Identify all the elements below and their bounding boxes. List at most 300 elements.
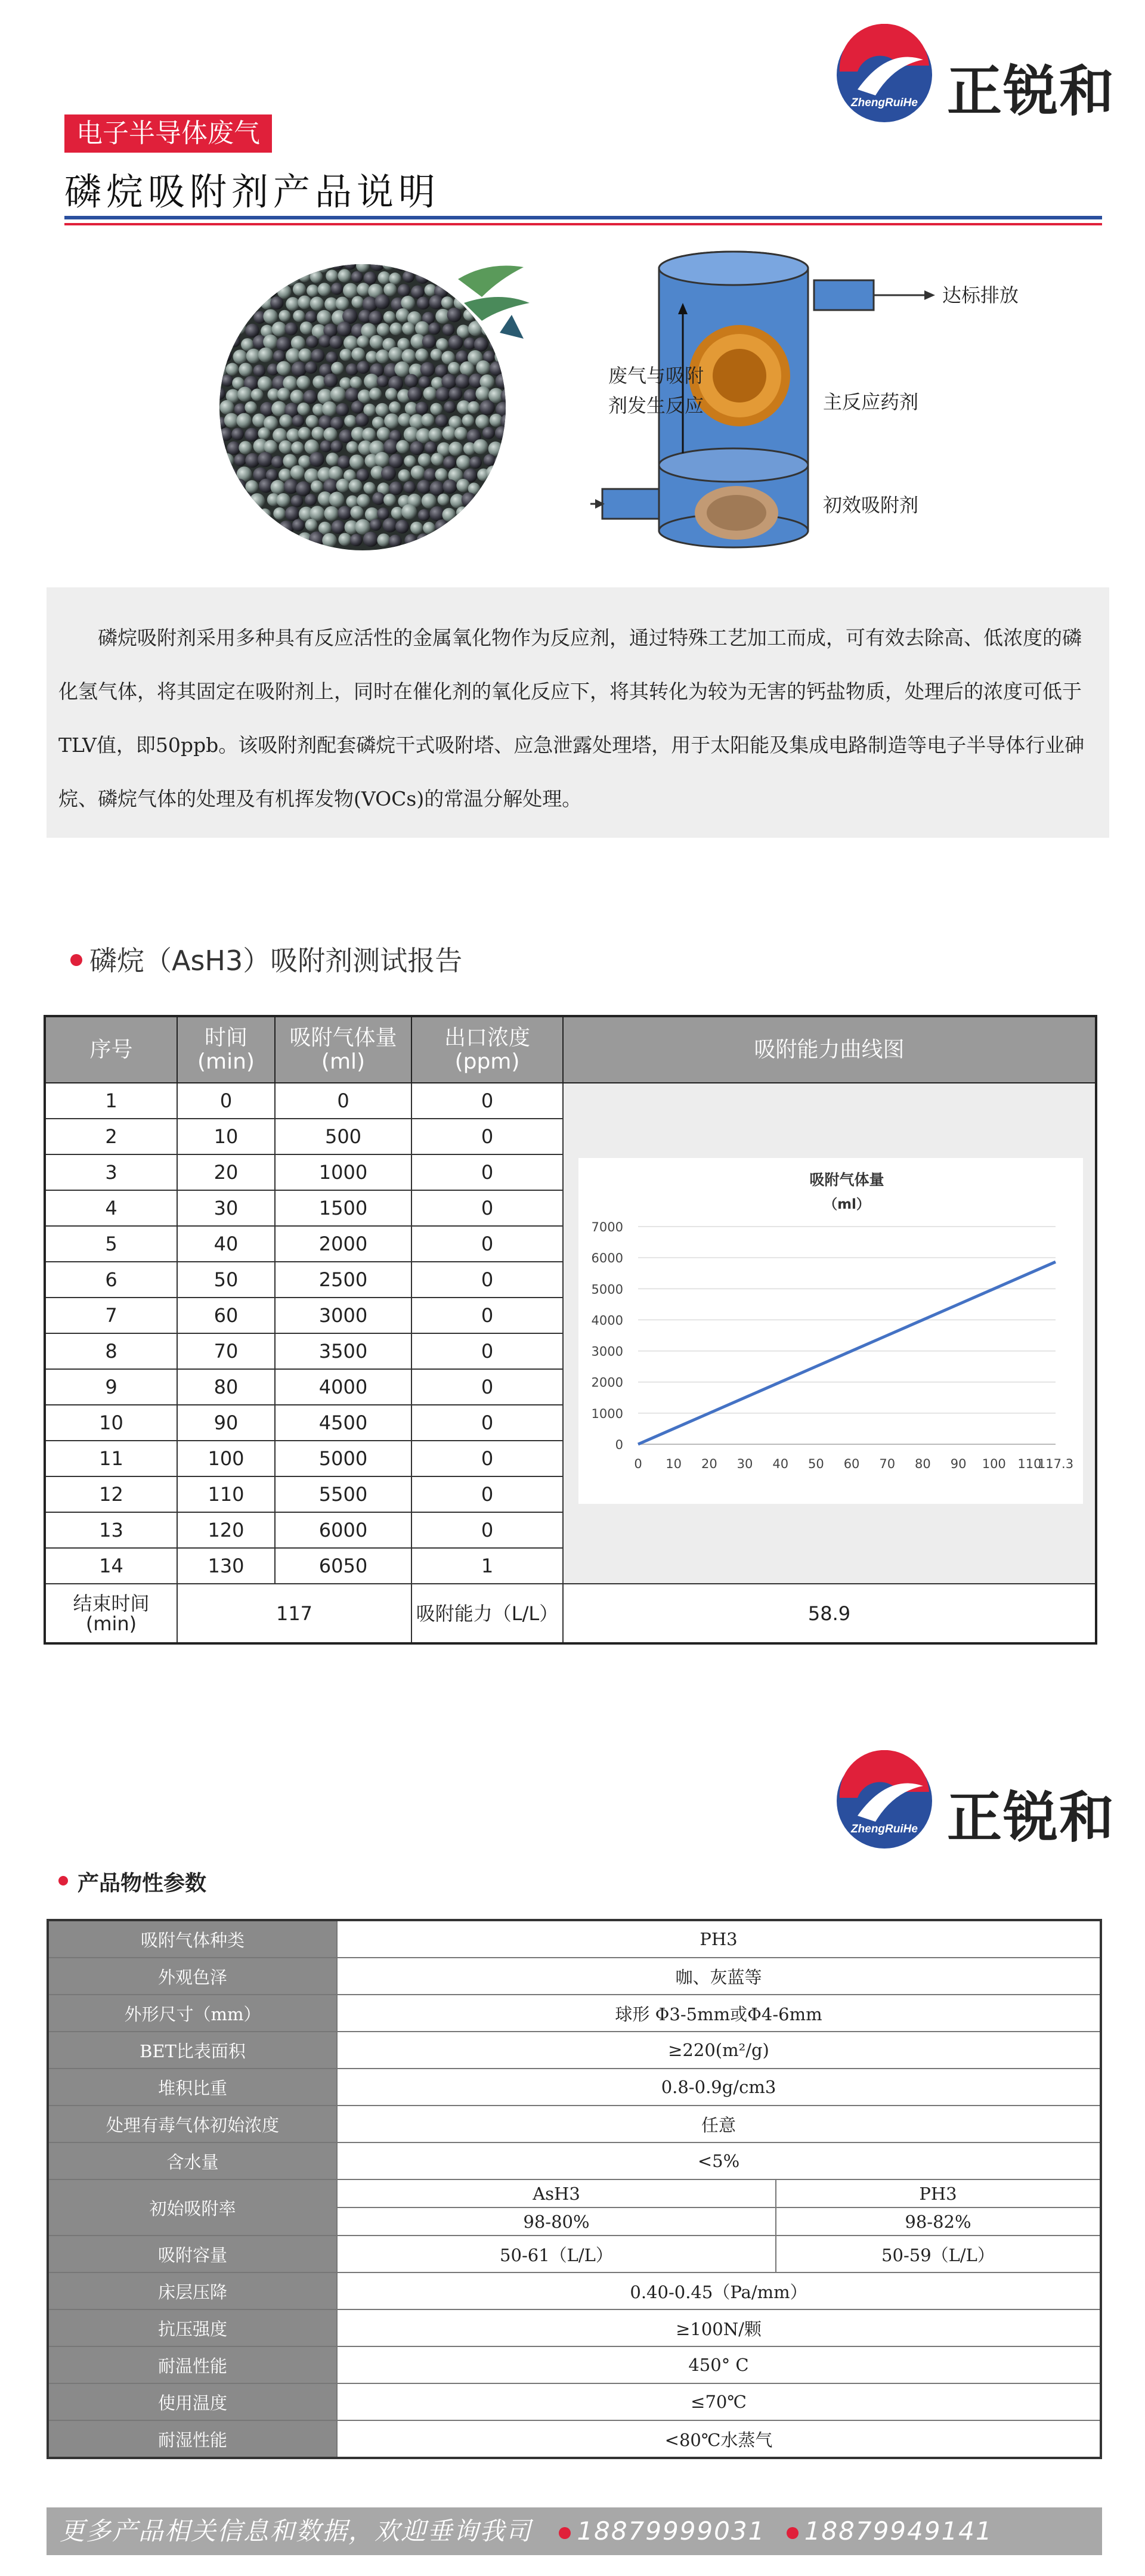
bead bbox=[448, 362, 460, 374]
param-label: BET比表面积 bbox=[48, 2032, 337, 2069]
bead bbox=[522, 430, 534, 442]
bead bbox=[383, 311, 396, 324]
bead bbox=[417, 533, 431, 547]
bead bbox=[404, 374, 418, 388]
bead bbox=[481, 535, 494, 547]
bead bbox=[402, 322, 415, 335]
bead bbox=[425, 441, 437, 454]
bead bbox=[257, 534, 271, 548]
bead bbox=[212, 337, 226, 351]
bead bbox=[521, 530, 536, 546]
bead bbox=[422, 494, 437, 509]
bead bbox=[423, 387, 437, 401]
bead bbox=[278, 310, 290, 322]
label-main-agent: 主反应药剂 bbox=[823, 391, 919, 413]
col-concentration: 出口浓度 (ppm) bbox=[411, 1016, 563, 1083]
bead bbox=[211, 493, 226, 508]
bead bbox=[336, 297, 349, 311]
bead bbox=[322, 533, 337, 548]
bead bbox=[351, 348, 365, 361]
bead bbox=[515, 361, 531, 377]
table-cell: 40 bbox=[177, 1226, 275, 1262]
bead bbox=[401, 504, 417, 519]
bead bbox=[309, 531, 324, 547]
bead bbox=[376, 403, 389, 417]
bead bbox=[291, 495, 304, 507]
chart-xtick-label: 0 bbox=[634, 1457, 642, 1471]
bead bbox=[330, 386, 346, 402]
bead bbox=[411, 257, 425, 271]
capacity-ash3: 50-61（L/L） bbox=[337, 2236, 776, 2272]
bead bbox=[286, 428, 300, 442]
param-label: 床层压降 bbox=[48, 2272, 337, 2309]
bead bbox=[383, 518, 397, 532]
bead bbox=[377, 323, 390, 336]
bead bbox=[487, 521, 500, 535]
bead bbox=[447, 258, 462, 273]
bead bbox=[442, 508, 456, 522]
bead bbox=[398, 284, 410, 296]
bead bbox=[338, 506, 351, 519]
bead bbox=[381, 466, 396, 481]
bead bbox=[272, 534, 284, 546]
table-cell: 5000 bbox=[275, 1441, 411, 1476]
label-discharge: 达标排放 bbox=[942, 284, 1019, 306]
rate-col-ph3: PH3 bbox=[776, 2179, 1101, 2207]
bead bbox=[323, 479, 338, 494]
chart-xtick-label: 20 bbox=[701, 1457, 717, 1471]
bead bbox=[388, 347, 403, 362]
bead bbox=[263, 309, 278, 324]
chart-ytick-label: 5000 bbox=[591, 1282, 623, 1297]
bead bbox=[279, 414, 292, 428]
bead bbox=[456, 351, 469, 364]
bead bbox=[443, 456, 456, 469]
bead bbox=[339, 349, 352, 361]
bead bbox=[476, 360, 490, 374]
bead bbox=[462, 414, 475, 427]
bead bbox=[441, 374, 456, 389]
table-row bbox=[45, 1083, 1096, 1119]
bead bbox=[284, 323, 298, 336]
bead bbox=[276, 255, 292, 270]
header-rule-red bbox=[64, 223, 1102, 225]
bead bbox=[482, 481, 496, 495]
brand-name: 正锐和 bbox=[947, 60, 1116, 123]
bead bbox=[490, 361, 504, 376]
footer-dot-2 bbox=[787, 2527, 799, 2539]
adsorption-chart bbox=[578, 1158, 1083, 1504]
bead bbox=[349, 454, 364, 469]
bead bbox=[443, 479, 457, 494]
bead bbox=[473, 439, 488, 454]
bead bbox=[481, 324, 493, 336]
table-cell: 0 bbox=[411, 1226, 563, 1262]
bead bbox=[326, 351, 338, 363]
bead bbox=[245, 298, 259, 312]
table-cell: 100 bbox=[177, 1441, 275, 1476]
table-cell: 10 bbox=[45, 1405, 177, 1441]
bead bbox=[277, 361, 291, 375]
param-label: 耐温性能 bbox=[48, 2346, 337, 2383]
bead bbox=[240, 493, 253, 505]
capacity-value: 58.9 bbox=[563, 1584, 1096, 1643]
bead bbox=[389, 323, 402, 335]
label-reaction: 废气与吸附 剂发生反应 bbox=[608, 364, 704, 417]
page-title: 磷烷吸附剂产品说明 bbox=[64, 170, 441, 213]
param-value: <5% bbox=[337, 2142, 1101, 2179]
bead bbox=[410, 441, 424, 456]
bead bbox=[357, 361, 370, 374]
category-tag: 电子半导体废气 bbox=[64, 114, 272, 153]
bead bbox=[336, 479, 349, 493]
table-cell: 3000 bbox=[275, 1298, 411, 1333]
bead bbox=[377, 427, 391, 441]
bead bbox=[236, 521, 252, 536]
bead bbox=[513, 390, 526, 403]
bead bbox=[238, 284, 251, 297]
bead bbox=[230, 271, 245, 286]
param-row bbox=[48, 2236, 1101, 2272]
bead bbox=[507, 376, 521, 389]
bead bbox=[468, 533, 480, 546]
param-row bbox=[48, 2179, 1101, 2207]
table-cell: 20 bbox=[177, 1154, 275, 1190]
footer-dot-1 bbox=[559, 2527, 571, 2539]
bead bbox=[357, 335, 369, 348]
bead bbox=[356, 259, 370, 273]
bead bbox=[410, 522, 423, 534]
bead bbox=[277, 285, 292, 299]
bead bbox=[349, 479, 363, 493]
chart-xtick-label: 100 bbox=[982, 1457, 1006, 1471]
bead bbox=[493, 481, 506, 494]
bead bbox=[300, 321, 313, 335]
bead bbox=[231, 428, 244, 441]
table-cell: 4000 bbox=[275, 1369, 411, 1405]
bead bbox=[271, 456, 284, 468]
bead bbox=[350, 534, 363, 546]
bead bbox=[377, 271, 391, 284]
bead bbox=[389, 273, 401, 284]
bead bbox=[250, 521, 263, 534]
bead bbox=[237, 310, 251, 324]
chart-xtick-label: 40 bbox=[772, 1457, 789, 1471]
bead bbox=[243, 269, 258, 283]
bead bbox=[431, 453, 444, 466]
bead bbox=[344, 415, 357, 428]
bead bbox=[234, 322, 246, 335]
bead bbox=[213, 388, 225, 400]
bead bbox=[291, 441, 304, 454]
bead bbox=[259, 273, 272, 285]
bead bbox=[493, 504, 508, 519]
bead bbox=[430, 403, 442, 416]
col-volume: 吸附气体量 (ml) bbox=[275, 1016, 411, 1083]
bead bbox=[264, 440, 277, 454]
bead bbox=[227, 441, 241, 455]
bead bbox=[401, 349, 416, 363]
bead bbox=[502, 364, 515, 377]
bead bbox=[394, 361, 410, 377]
bead bbox=[515, 467, 530, 482]
bead bbox=[370, 256, 385, 271]
bead bbox=[423, 522, 435, 534]
bead bbox=[225, 493, 237, 505]
bead bbox=[442, 324, 454, 336]
bead bbox=[372, 492, 385, 505]
param-row bbox=[48, 2383, 1101, 2420]
bead bbox=[336, 403, 349, 416]
bead bbox=[305, 415, 318, 428]
bead bbox=[305, 311, 317, 323]
param-row bbox=[48, 2142, 1101, 2179]
bead bbox=[258, 452, 273, 467]
bead bbox=[370, 335, 384, 349]
bead bbox=[369, 311, 382, 324]
params-heading: 产品物性参数 bbox=[78, 1871, 207, 1896]
bead bbox=[482, 427, 495, 439]
footer-text: 更多产品相关信息和数据，欢迎垂询我司 bbox=[60, 2516, 533, 2546]
bead bbox=[351, 296, 364, 308]
phone-1[interactable]: 18879999031 bbox=[577, 2516, 766, 2546]
bead bbox=[245, 480, 258, 493]
bead bbox=[384, 413, 400, 429]
bead bbox=[293, 283, 306, 296]
bead bbox=[297, 402, 310, 416]
bead bbox=[516, 443, 528, 455]
table-cell: 0 bbox=[275, 1083, 411, 1119]
end-time-value: 117 bbox=[177, 1584, 411, 1643]
bead bbox=[418, 453, 431, 466]
table-cell: 12 bbox=[45, 1476, 177, 1512]
bead bbox=[520, 373, 535, 388]
bead bbox=[339, 429, 352, 443]
bead bbox=[296, 481, 311, 496]
bead bbox=[219, 482, 231, 494]
bead bbox=[501, 519, 515, 533]
table-cell: 1500 bbox=[275, 1190, 411, 1226]
table-cell: 4 bbox=[45, 1190, 177, 1226]
bead bbox=[419, 376, 431, 388]
bead bbox=[436, 338, 448, 351]
bead bbox=[270, 296, 283, 309]
bead bbox=[521, 349, 533, 362]
bead bbox=[296, 376, 310, 389]
table-cell: 0 bbox=[411, 1119, 563, 1154]
table-cell: 1 bbox=[45, 1083, 177, 1119]
param-value: 0.8-0.9g/cm3 bbox=[337, 2069, 1101, 2106]
bead bbox=[521, 481, 533, 493]
bead bbox=[322, 401, 337, 416]
bead bbox=[236, 413, 251, 428]
contact-footer bbox=[47, 2507, 1102, 2555]
bead bbox=[218, 348, 232, 363]
table-cell: 6000 bbox=[275, 1512, 411, 1548]
param-value: 0.40-0.45（Pa/mm） bbox=[337, 2272, 1101, 2309]
bead bbox=[435, 519, 448, 533]
table-cell: 90 bbox=[177, 1405, 275, 1441]
capacity-label: 吸附能力（L/L） bbox=[411, 1584, 563, 1643]
product-description: 磷烷吸附剂采用多种具有反应活性的金属氧化物作为反应剂，通过特殊工艺加工而成，可有效去除高、低浓度的磷化氢气体，将其固定在吸附剂上，同时在催化剂的氧化反应下，将其转化为较为无害的钙盐物质，处理后的浓度可低于TLV值，即50ppb。该吸附剂配套磷烷干式吸附塔、应急泄露处理塔，用于太阳能及集成电路制造等电子半导体行业砷烷、磷烷气体的处理及有机挥发物(VOCs)的常温分解处理。 bbox=[47, 587, 1109, 838]
bead bbox=[245, 504, 260, 520]
brand-mark-icon bbox=[834, 24, 935, 125]
table-cell: 4500 bbox=[275, 1405, 411, 1441]
bead bbox=[448, 335, 463, 350]
bead bbox=[276, 337, 291, 352]
bead bbox=[351, 401, 364, 414]
table-cell: 0 bbox=[177, 1083, 275, 1119]
bead bbox=[323, 428, 337, 441]
bead bbox=[345, 388, 360, 402]
bead bbox=[259, 509, 271, 521]
bead bbox=[473, 521, 487, 535]
bead bbox=[417, 296, 430, 309]
bead bbox=[226, 363, 239, 376]
bead bbox=[363, 532, 378, 547]
bead bbox=[520, 270, 535, 284]
brand-mark-icon bbox=[834, 1750, 935, 1852]
bead bbox=[225, 468, 238, 481]
param-row bbox=[48, 2309, 1101, 2346]
table-cell: 2000 bbox=[275, 1226, 411, 1262]
bead bbox=[233, 349, 247, 364]
rate-val-ash3: 98-80% bbox=[337, 2207, 776, 2236]
bead bbox=[298, 269, 311, 282]
bead bbox=[362, 428, 376, 441]
bead bbox=[330, 440, 342, 452]
param-label: 耐湿性能 bbox=[48, 2420, 337, 2458]
bead bbox=[276, 493, 290, 507]
bead bbox=[382, 256, 395, 270]
table-cell: 0 bbox=[411, 1405, 563, 1441]
bead bbox=[434, 256, 448, 270]
bead bbox=[438, 494, 450, 506]
bead bbox=[310, 270, 323, 283]
bead bbox=[245, 428, 258, 441]
bead bbox=[502, 467, 514, 480]
bead bbox=[219, 428, 233, 441]
bead bbox=[501, 492, 515, 506]
table-cell: 0 bbox=[411, 1298, 563, 1333]
bead bbox=[389, 454, 403, 468]
rate-col-ash3: AsH3 bbox=[337, 2179, 776, 2207]
bead bbox=[310, 452, 324, 467]
bead bbox=[377, 375, 389, 387]
bead bbox=[265, 256, 279, 270]
bead bbox=[303, 390, 317, 404]
bead bbox=[245, 453, 259, 467]
bead bbox=[332, 258, 344, 270]
bead bbox=[509, 349, 521, 361]
bead bbox=[255, 284, 267, 296]
bead bbox=[462, 493, 476, 507]
chart-xtick-label: 60 bbox=[843, 1457, 860, 1471]
bead bbox=[286, 535, 298, 548]
table-cell: 13 bbox=[45, 1512, 177, 1548]
col-time: 时间 (min) bbox=[177, 1016, 275, 1083]
bead bbox=[277, 388, 290, 401]
table-cell: 60 bbox=[177, 1298, 275, 1333]
bead bbox=[475, 386, 490, 401]
brand-logo-2 bbox=[834, 1750, 1145, 1869]
chart-xtick-label: 10 bbox=[666, 1457, 682, 1471]
bead bbox=[385, 388, 398, 400]
table-cell: 0 bbox=[411, 1333, 563, 1369]
header-rule-blue bbox=[64, 216, 1102, 219]
table-cell: 0 bbox=[411, 1262, 563, 1298]
bead bbox=[324, 506, 339, 521]
table-cell: 70 bbox=[177, 1333, 275, 1369]
bead bbox=[350, 506, 363, 519]
bead bbox=[494, 534, 509, 549]
phone-2[interactable]: 18879949141 bbox=[804, 2516, 993, 2546]
bead bbox=[298, 427, 311, 440]
bead bbox=[490, 338, 502, 351]
bead bbox=[258, 348, 273, 363]
bead bbox=[383, 283, 397, 296]
bead bbox=[311, 427, 324, 440]
bead bbox=[258, 376, 272, 391]
bead bbox=[494, 455, 508, 469]
bead bbox=[355, 413, 369, 427]
col-index: 序号 bbox=[45, 1016, 177, 1083]
bead bbox=[430, 271, 442, 283]
bead bbox=[449, 387, 463, 401]
param-label: 外观色泽 bbox=[48, 1958, 337, 1995]
bead bbox=[286, 297, 299, 311]
param-row bbox=[48, 2346, 1101, 2383]
bead bbox=[513, 520, 528, 535]
brand-logo bbox=[834, 24, 1145, 143]
param-value: ≥100N/颗 bbox=[337, 2309, 1101, 2346]
chart-title: 吸附气体量 bbox=[809, 1171, 884, 1188]
param-value: 咖、灰蓝等 bbox=[337, 1958, 1101, 1995]
bead bbox=[460, 361, 474, 376]
chart-ytick-label: 3000 bbox=[591, 1344, 623, 1359]
bead bbox=[331, 283, 343, 295]
bead bbox=[521, 505, 536, 520]
bead bbox=[237, 387, 252, 402]
bead bbox=[346, 441, 358, 453]
table-cell: 8 bbox=[45, 1333, 177, 1369]
bead bbox=[320, 440, 332, 452]
bead bbox=[346, 363, 358, 376]
bead bbox=[271, 401, 287, 417]
bead bbox=[422, 335, 436, 348]
bead bbox=[442, 426, 456, 441]
bead bbox=[435, 387, 450, 401]
bead bbox=[219, 271, 233, 286]
bead bbox=[292, 519, 305, 531]
param-value: 任意 bbox=[337, 2106, 1101, 2142]
bead bbox=[356, 469, 369, 481]
bead bbox=[226, 282, 240, 296]
bead bbox=[246, 533, 259, 546]
bead bbox=[417, 480, 431, 494]
bead bbox=[226, 258, 238, 270]
bead bbox=[239, 363, 252, 376]
rate-val-ph3: 98-82% bbox=[776, 2207, 1101, 2236]
bead bbox=[398, 413, 411, 427]
brand-pinyin: ZhengRuiHe bbox=[851, 97, 918, 109]
param-value: 450° C bbox=[337, 2346, 1101, 2383]
param-value: <80℃水蒸气 bbox=[337, 2420, 1101, 2458]
chart-xtick-label: 110 bbox=[1017, 1457, 1042, 1471]
chart-xtick-label: 117.3 bbox=[1037, 1457, 1074, 1471]
bead bbox=[285, 506, 300, 521]
param-label: 使用温度 bbox=[48, 2383, 337, 2420]
